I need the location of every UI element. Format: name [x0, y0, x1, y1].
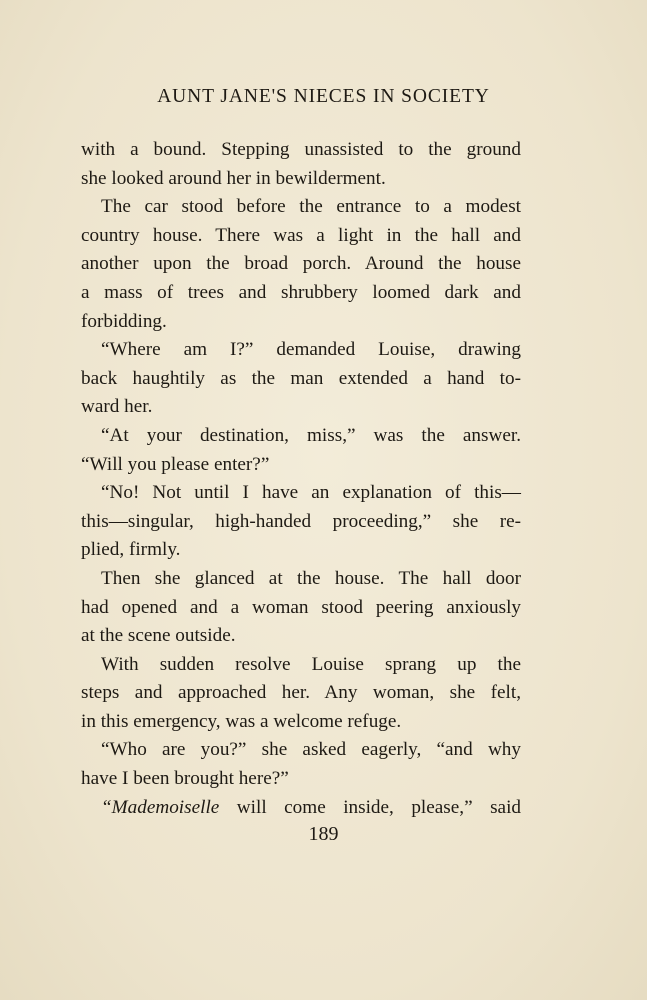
body-text	[81, 136, 521, 822]
text-line: “No! Not until I have an explanation of this—	[101, 482, 521, 504]
running-head: AUNT JANE'S NIECES IN SOCIETY	[157, 86, 490, 107]
text-line: steps and approached her. Any woman, she felt,	[81, 682, 521, 704]
text-line: “At your destination, miss,” was the answer.	[101, 424, 521, 446]
text-line: The car stood before the entrance to a modest	[101, 196, 521, 218]
text-line: with a bound. Stepping unassisted to the ground	[81, 139, 521, 160]
text-line: have I been brought here?”	[81, 768, 289, 790]
text-line: With sudden resolve Louise sprang up the	[101, 653, 521, 675]
text-line: had opened and a woman stood peering anxiously	[81, 596, 521, 618]
text-line: “Will you please enter?”	[81, 453, 270, 475]
page-number: 189	[308, 823, 339, 845]
text-line: a mass of trees and shrubbery loomed dark and	[81, 281, 521, 303]
text-line-final	[81, 794, 521, 823]
text-line: at the scene outside.	[81, 625, 236, 647]
italic-word: “Mademoiselle	[101, 796, 220, 818]
text-line: country house. There was a light in the hall and	[81, 224, 521, 246]
text-line: in this emergency, was a welcome refuge.	[81, 710, 402, 732]
text-line: “Where am I?” demanded Louise, drawing	[101, 339, 521, 361]
text-line: this—singular, high-handed proceeding,” she re-	[81, 510, 521, 532]
text-line: she looked around her in bewilderment.	[81, 167, 386, 189]
text-line: back haughtily as the man extended a hand to-	[81, 367, 521, 389]
text-line: forbidding.	[81, 310, 167, 332]
text-line: Then she glanced at the house. The hall door	[101, 567, 521, 589]
text-line: plied, firmly.	[81, 539, 181, 561]
text-line: ward her.	[81, 396, 153, 418]
text-line: “Who are you?” she asked eagerly, “and why	[101, 739, 521, 761]
text-line-final-rest: will come inside, please,” said	[219, 796, 521, 818]
text-line: another upon the broad porch. Around the house	[81, 253, 521, 275]
